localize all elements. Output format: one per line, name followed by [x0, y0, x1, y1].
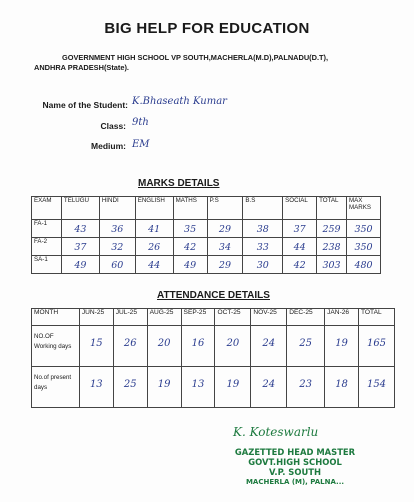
attendance-value: 20: [226, 338, 240, 349]
medium-label: Medium:: [91, 141, 126, 151]
marks-section-title: MARKS DETAILS: [138, 178, 220, 189]
table-header-cell: DEC-25: [287, 309, 325, 326]
attendance-header-row: [32, 309, 395, 326]
mark-value: 37: [74, 242, 87, 253]
attendance-value: 15: [89, 338, 103, 349]
table-header-cell: JAN-26: [325, 309, 359, 326]
attendance-value: 19: [226, 379, 240, 390]
total-value: 165: [366, 338, 387, 349]
stamp-line: GAZETTED HEAD MASTER: [234, 447, 356, 457]
attendance-table: [31, 308, 395, 408]
mark-value: 35: [184, 224, 197, 235]
stamp-line: MACHERLA (M), PALNA...: [245, 478, 345, 486]
mark-value: 44: [293, 242, 306, 253]
class-value: 9th: [132, 117, 149, 128]
mark-value: 60: [111, 260, 124, 271]
table-row: [32, 367, 395, 408]
stamp-line: V.P. SOUTH: [269, 467, 321, 477]
table-header-cell: EXAM: [32, 197, 62, 220]
mark-value: 44: [148, 260, 161, 271]
mark-value: 30: [256, 260, 269, 271]
marks-table: [31, 196, 381, 274]
exam-label: FA-1: [32, 220, 62, 238]
marks-header-row: [32, 197, 381, 220]
table-header-cell: ENGLISH: [135, 197, 173, 220]
mark-value: 38: [256, 224, 269, 235]
table-header-cell: OCT-25: [215, 309, 251, 326]
attendance-value: 19: [157, 379, 171, 390]
attendance-section-title: ATTENDANCE DETAILS: [157, 290, 270, 301]
attendance-value: 20: [157, 338, 171, 349]
table-row: [32, 256, 381, 274]
table-header-cell: JUN-25: [79, 309, 113, 326]
school-address-line1: GOVERNMENT HIGH SCHOOL VP SOUTH,MACHERLA(M.D),PALNADU(D.T),: [62, 53, 329, 62]
attendance-value: 23: [299, 379, 313, 390]
mark-value: 49: [74, 260, 87, 271]
table-header-cell: HINDI: [99, 197, 135, 220]
mark-value: 42: [184, 242, 197, 253]
attendance-value: 13: [89, 379, 103, 390]
attendance-value: 26: [123, 338, 137, 349]
table-header-cell: SOCIAL: [283, 197, 317, 220]
mark-value: 43: [74, 224, 87, 235]
table-header-cell: MONTH: [32, 309, 80, 326]
attendance-value: 18: [335, 379, 348, 390]
table-row: [32, 238, 381, 256]
table-header-cell: TOTAL: [317, 197, 347, 220]
row-label: NO.OF Working days: [32, 326, 80, 367]
row-label: No.of present days: [32, 367, 80, 408]
medium-value: EM: [132, 139, 150, 150]
mark-value: 36: [111, 224, 124, 235]
attendance-value: 25: [299, 338, 313, 349]
table-header-cell: MAX MARKS: [347, 197, 381, 220]
stamp-line: GOVT.HIGH SCHOOL: [248, 457, 342, 467]
mark-value: 26: [148, 242, 161, 253]
table-header-cell: TELUGU: [61, 197, 99, 220]
mark-value: 29: [218, 224, 232, 235]
mark-value: 42: [293, 260, 306, 271]
attendance-value: 25: [123, 379, 137, 390]
table-header-cell: JUL-25: [113, 309, 147, 326]
class-label: Class:: [100, 121, 126, 131]
total-value: 259: [322, 224, 341, 235]
mark-value: 41: [148, 224, 161, 235]
table-header-cell: MATHS: [173, 197, 207, 220]
mark-value: 29: [218, 260, 232, 271]
table-header-cell: B.S: [243, 197, 283, 220]
exam-label: SA-1: [32, 256, 62, 274]
attendance-value: 16: [191, 338, 205, 349]
total-value: 303: [322, 260, 341, 271]
page-title: BIG HELP FOR EDUCATION: [104, 20, 310, 37]
table-row: [32, 220, 381, 238]
mark-value: 37: [293, 224, 306, 235]
table-header-cell: AUG-25: [147, 309, 181, 326]
attendance-value: 19: [335, 338, 348, 349]
max-marks-value: 350: [354, 242, 373, 253]
mark-value: 32: [111, 242, 124, 253]
headmaster-signature: K. Koteswarlu: [233, 425, 319, 439]
total-value: 154: [366, 379, 387, 390]
mark-value: 34: [218, 242, 232, 253]
max-marks-value: 480: [354, 260, 373, 271]
table-header-cell: P.S: [207, 197, 243, 220]
student-name-value: K.Bhaseath Kumar: [132, 96, 227, 107]
table-header-cell: NOV-25: [251, 309, 287, 326]
table-header-cell: SEP-25: [181, 309, 215, 326]
total-value: 238: [322, 242, 341, 253]
school-address-line2: ANDHRA PRADESH(State).: [34, 63, 129, 72]
mark-value: 33: [256, 242, 269, 253]
attendance-value: 13: [191, 379, 205, 390]
table-row: [32, 326, 395, 367]
headmaster-stamp: [225, 447, 365, 487]
mark-value: 49: [184, 260, 197, 271]
max-marks-value: 350: [354, 224, 373, 235]
table-header-cell: TOTAL: [359, 309, 395, 326]
exam-label: FA-2: [32, 238, 62, 256]
attendance-value: 24: [262, 338, 276, 349]
student-name-label: Name of the Student:: [42, 100, 128, 110]
attendance-value: 24: [262, 379, 276, 390]
